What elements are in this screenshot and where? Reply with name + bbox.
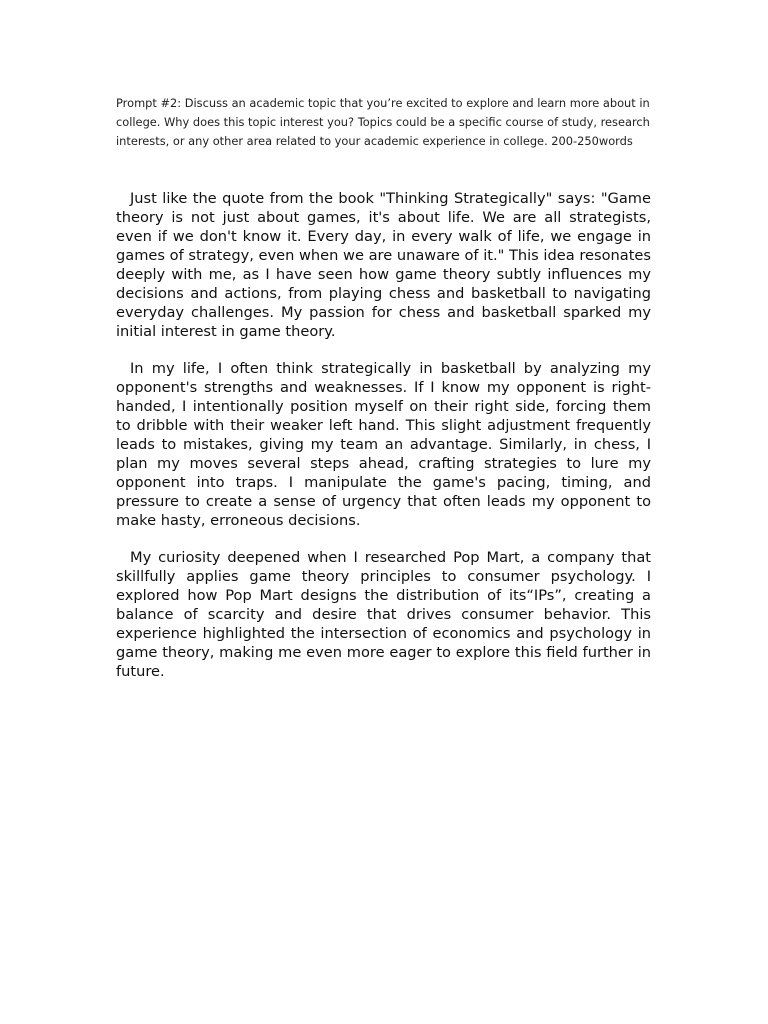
essay-paragraph-1: Just like the quote from the book "Thinking Strategically" says: "Game theory is not just about games, it's about life. We are all strategists, even if we don't know it. Every day, in every walk of life, we engage in games of strategy, even when we are unaware of it." This idea resonates deeply with me, as I have seen how game theory subtly influences my decisions and actions, from playing chess and basketball to navigating everyday challenges. My passion for chess and basketball sparked my initial interest in game theory. (116, 190, 651, 340)
essay-body (116, 189, 651, 699)
essay-prompt: Prompt #2: Discuss an academic topic that you’re excited to explore and learn more about in college. Why does this topic interest you? Topics could be a specific course of study, research interests, or any other area related to your academic experience in college. 200-250words (116, 96, 650, 148)
essay-paragraph-3: My curiosity deepened when I researched Pop Mart, a company that skillfully applies game theory principles to consumer psychology. I explored how Pop Mart designs the distribution of its“IPs”, creating a balance of scarcity and desire that drives consumer behavior. This experience highlighted the intersection of economics and psychology in game theory, making me even more eager to explore this field further in future. (116, 549, 651, 680)
essay-paragraph-2: In my life, I often think strategically in basketball by analyzing my opponent's strengths and weaknesses. If I know my opponent is right-handed, I intentionally position myself on their right side, forcing them to dribble with their weaker left hand. This slight adjustment frequently leads to mistakes, giving my team an advantage. Similarly, in chess, I plan my moves several steps ahead, crafting strategies to lure my opponent into traps. I manipulate the game's pacing, timing, and pressure to create a sense of urgency that often leads my opponent to make hasty, erroneous decisions. (116, 360, 651, 529)
